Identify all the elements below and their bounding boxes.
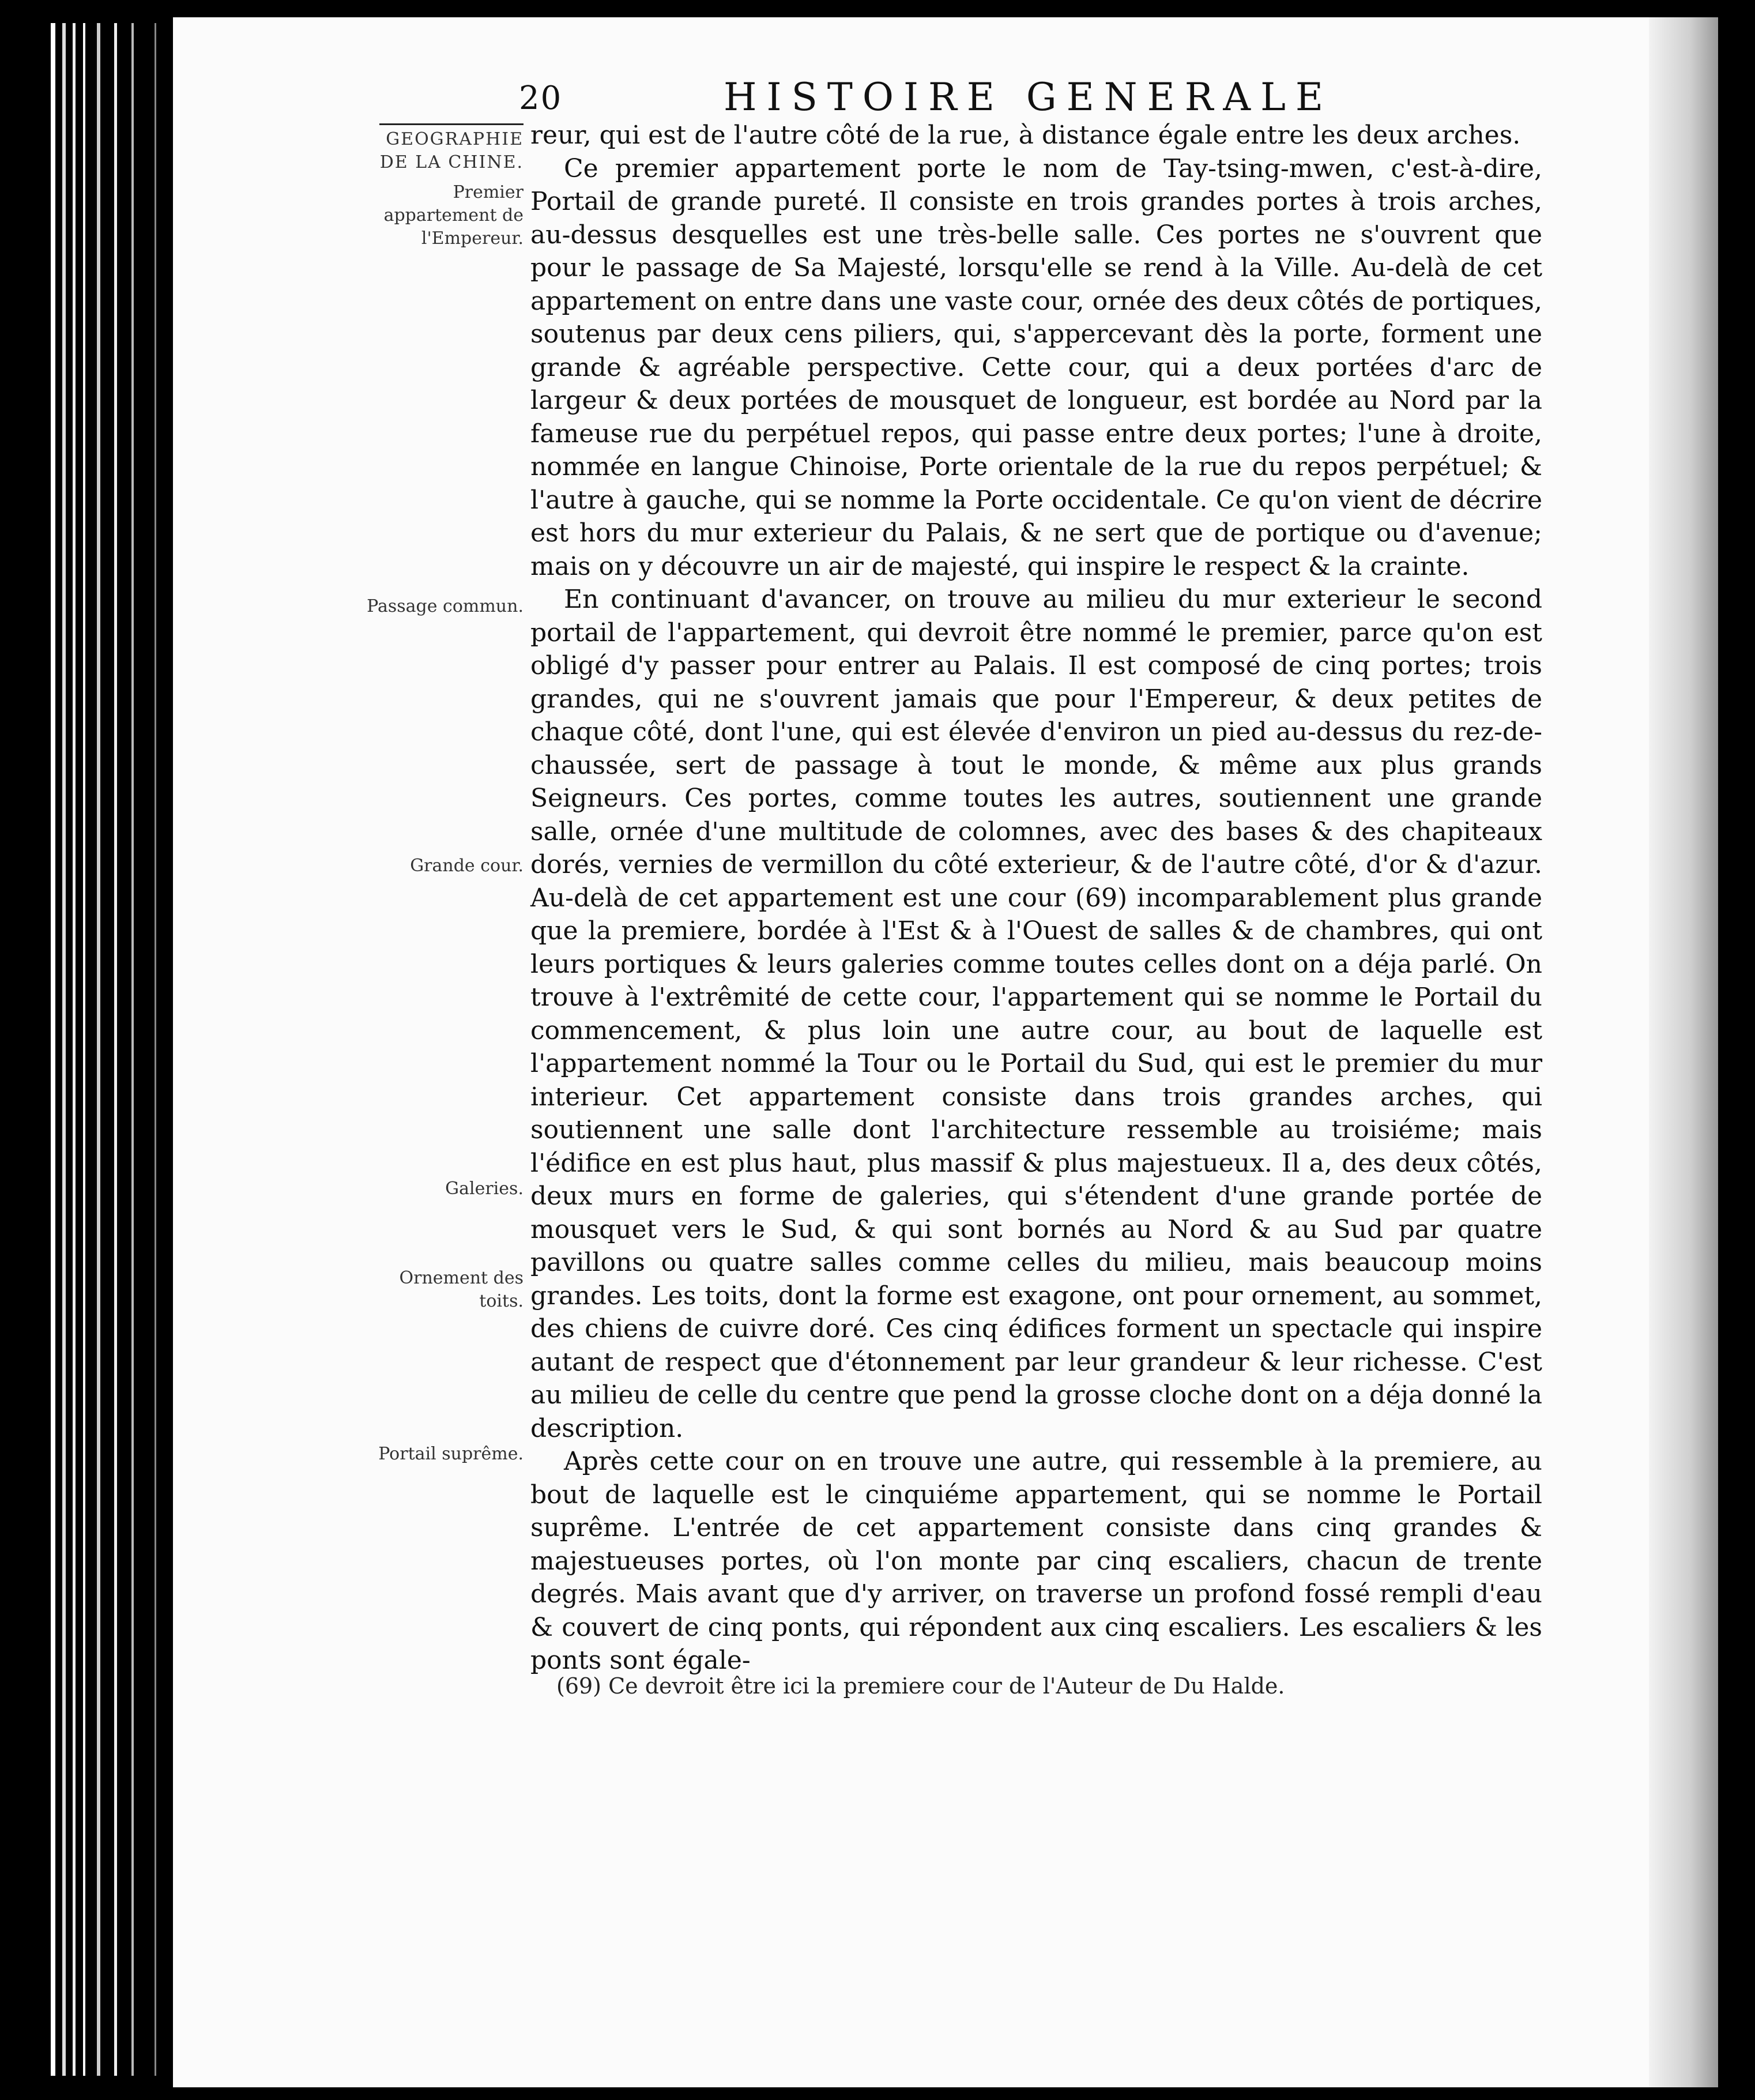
paragraph-premier-appartement: Ce premier appartement porte le nom de Tay-tsing-mwen, c'est-à-dire, Portail de grande pureté. Il consiste en trois grandes portes à trois arches, au-dessus desquelles est une très-belle salle. Ces portes ne s'ouvrent que pour le passage de Sa Majesté, lorsqu'elle se rend à la Ville. Au-delà de cet appartement on entre dans une vaste cour, ornée des deux côtés de portiques, soutenus par deux cens piliers, qui, s'appercevant dès la porte, forment une grande & agréable perspective. Cette cour, qui a deux portées d'arc de largeur & deux portées de mousquet de longueur, est bordée au Nord par la fameuse rue du perpétuel repos, qui passe entre deux portes; l'une à droite, nommée en langue Chinoise, Porte orientale de la rue du repos perpétuel; & l'autre à gauche, qui se nomme la Porte occidentale. Ce qu'on vient de décrire est hors du mur exterieur du Palais, & ne sert que de portique ou d'avenue; mais on y découvre un air de majesté, qui inspire le respect & la crainte.: [530, 153, 1542, 581]
margin-note-galeries: Galeries.: [445, 1179, 524, 1199]
margin-note-passage-commun: Passage commun.: [367, 596, 524, 616]
margin-note-geographie: GEOGRAPHIE DE LA CHINE.: [362, 128, 524, 174]
paragraph-continuant: En continuant d'avancer, on trouve au milieu du mur exterieur le second portail de l'appartement, qui devroit être nommé le premier, parce qu'on est obligé d'y passer pour entrer au Palais. Il est composé de cinq portes; trois grandes, qui ne s'ouvrent jamais que pour l'Empereur, & deux petites de chaque côté, dont l'une, qui est élevée d'environ un pied au-dessus du rez-de-chaussée, sert de passage à tout le monde, & même aux plus grands Seigneurs. Ces portes, comme toutes les autres, soutiennent une grande salle, ornée d'une multitude de colomnes, avec des bases & des chapiteaux dorés, vernies de vermillon du côté exterieur, & de l'autre côté, d'or & d'azur. Au-delà de cet appartement est une cour (69) incomparablement plus grande que la premiere, bordée à l'Est & à l'Ouest de salles & de chambres, qui ont leurs portiques & leurs galeries comme toutes celles dont on a déja parlé. On trouve à l'extrêmité de cette cour, l'appartement qui se nomme le Portail du commencement, & plus loin une autre cour, au bout de laquelle est l'appartement nommé la Tour ou le Portail du Sud, qui est le premier du mur interieur. Cet appartement consiste dans trois grandes arches, qui soutiennent une salle dont l'architecture ressemble au troisiéme; mais l'édifice en est plus haut, plus massif & plus majestueux. Il a, des deux côtés, deux murs en forme de galeries, qui s'étendent d'une grande portée de mousquet vers le Sud, & qui sont bornés au Nord & au Sud par quatre pavillons ou quatre salles comme celles du milieu, mais beaucoup moins grandes. Les toits, dont la forme est exagone, ont pour ornement, au sommet, des chiens de cuivre doré. Ces cinq édifices forment un spectacle qui inspire autant de respect que d'étonnement par leur grandeur & leur richesse. C'est au milieu de celle du centre que pend la grosse cloche dont on a déja donné la description.: [530, 585, 1542, 1443]
margin-note-portail-supreme: Portail suprême.: [378, 1444, 524, 1464]
book-page-edges: [51, 23, 172, 2076]
page-header: [519, 69, 1384, 121]
margin-rule: [379, 123, 524, 125]
margin-note-grande-cour: Grande cour.: [410, 856, 524, 876]
body-text: [530, 119, 1542, 1677]
paragraph-apres-cette-cour: Après cette cour on en trouve une autre, qui ressemble à la premiere, au bout de laquelle est le cinquiéme appartement, qui se nomme le Portail suprême. L'entrée de cet appartement consiste dans cinq grandes & majestueuses portes, où l'on monte par cinq escaliers, chacun de trente degrés. Mais avant que d'y arriver, on traverse un profond fossé rempli d'eau & couvert de cinq ponts, qui répondent aux cinq escaliers. Les escaliers & les ponts sont égale-: [530, 1447, 1542, 1675]
running-title: HISTOIRE GENERALE: [724, 75, 1334, 119]
margin-note-ornement: Ornement des toits.: [399, 1268, 524, 1311]
footnote: (69) Ce devroit être ici la premiere cour de l'Auteur de Du Halde.: [556, 1673, 1285, 1699]
scan-border-bottom: [0, 2087, 1755, 2100]
scan-border-top: [0, 0, 1755, 17]
margin-note-premier-appartement: Premier appartement de l'Empereur.: [383, 182, 524, 249]
scan-border-right: [1718, 0, 1755, 2100]
paragraph-continuation: reur, qui est de l'autre côté de la rue, à distance égale entre les deux arches.: [530, 121, 1521, 150]
page-number: 20: [519, 80, 563, 117]
page-gutter-shadow: [1649, 17, 1718, 2087]
